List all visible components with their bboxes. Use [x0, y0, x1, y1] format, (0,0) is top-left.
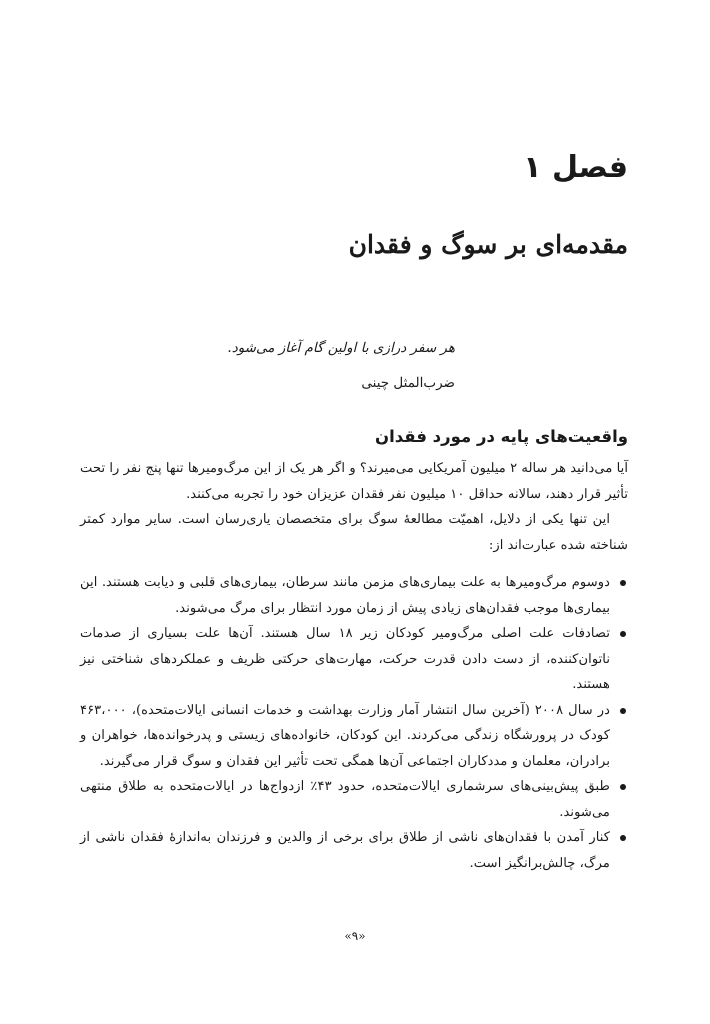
page-number: «۹»: [344, 929, 366, 943]
bullet-icon: [620, 580, 626, 586]
epigraph-source: ضرب‌المثل چینی: [361, 375, 455, 391]
list-item: [80, 570, 628, 621]
epigraph-quote: هر سفر درازی با اولین گام آغاز می‌شود.: [227, 340, 455, 356]
list-item-text: دوسوم مرگ‌ومیرها به علت بیماری‌های مزمن مانند سرطان، بیماری‌های قلبی و دیابت هستند. این بیماری‌ها موجب فقدان‌های زیادی پیش از زمان مورد انتظار برای مرگ می‌شوند.: [80, 575, 610, 616]
bullet-icon: [620, 835, 626, 841]
bullet-icon: [620, 631, 626, 637]
list-item-text: تصادفات علت اصلی مرگ‌ومیر کودکان زیر ۱۸ سال هستند. آن‌ها علت بسیاری از صدمات ناتوان‌کننده، از دست دادن قدرت حرکت، مهارت‌های حرکتی ظریف و عملکردهای شناختی نیز هستند.: [80, 626, 610, 692]
list-item-text: کنار آمدن با فقدان‌های ناشی از طلاق برای برخی از والدین و فرزندان به‌اندازهٔ فقدان ناشی از مرگ، چالش‌برانگیز است.: [80, 830, 610, 871]
list-item: [80, 825, 628, 876]
list-item-text: در سال ۲۰۰۸ (آخرین سال انتشار آمار وزارت بهداشت و خدمات انسانی ایالات‌متحده)، ۴۶۳،۰۰۰ کودک در پرورشگاه زندگی می‌کردند. این کودکان، خانواده‌های زیستی و پدرخوانده‌ها، خواهران و برادران، معلمان و مددکاران اجتماعی آن‌ها همگی تحت تأثیر این فقدان و سوگ قرار می‌گیرند.: [80, 702, 610, 769]
bullet-icon: [620, 708, 626, 714]
chapter-subtitle: مقدمه‌ای بر سوگ و فقدان: [348, 230, 628, 259]
list-item-text: طبق پیش‌بینی‌های سرشماری ایالات‌متحده، حدود ۴۳٪ ازدواج‌ها در ایالات‌متحده به طلاق منتهی می‌شوند.: [80, 779, 610, 820]
facts-list: [80, 570, 628, 876]
section-heading: واقعیت‌های پایه در مورد فقدان: [374, 427, 628, 446]
list-item: [80, 621, 628, 698]
chapter-title: فصل ۱: [523, 150, 628, 185]
intro-text: [80, 456, 628, 558]
intro-paragraph: آیا می‌دانید هر ساله ۲ میلیون آمریکایی می‌میرند؟ و اگر هر یک از این مرگ‌ومیرها تنها پنج نفر را تحت تأثیر قرار دهند، سالانه حداقل ۱۰ میلیون نفر فقدان عزیزان خود را تجربه می‌کنند.: [80, 461, 628, 502]
list-item: [80, 698, 628, 775]
list-item: [80, 774, 628, 825]
intro-paragraph: این تنها یکی از دلایل، اهمیّت مطالعهٔ سوگ برای متخصصان یاری‌رسان است. سایر موارد کمتر شناخته شده عبارت‌اند از:: [80, 512, 628, 553]
bullet-icon: [620, 784, 626, 790]
